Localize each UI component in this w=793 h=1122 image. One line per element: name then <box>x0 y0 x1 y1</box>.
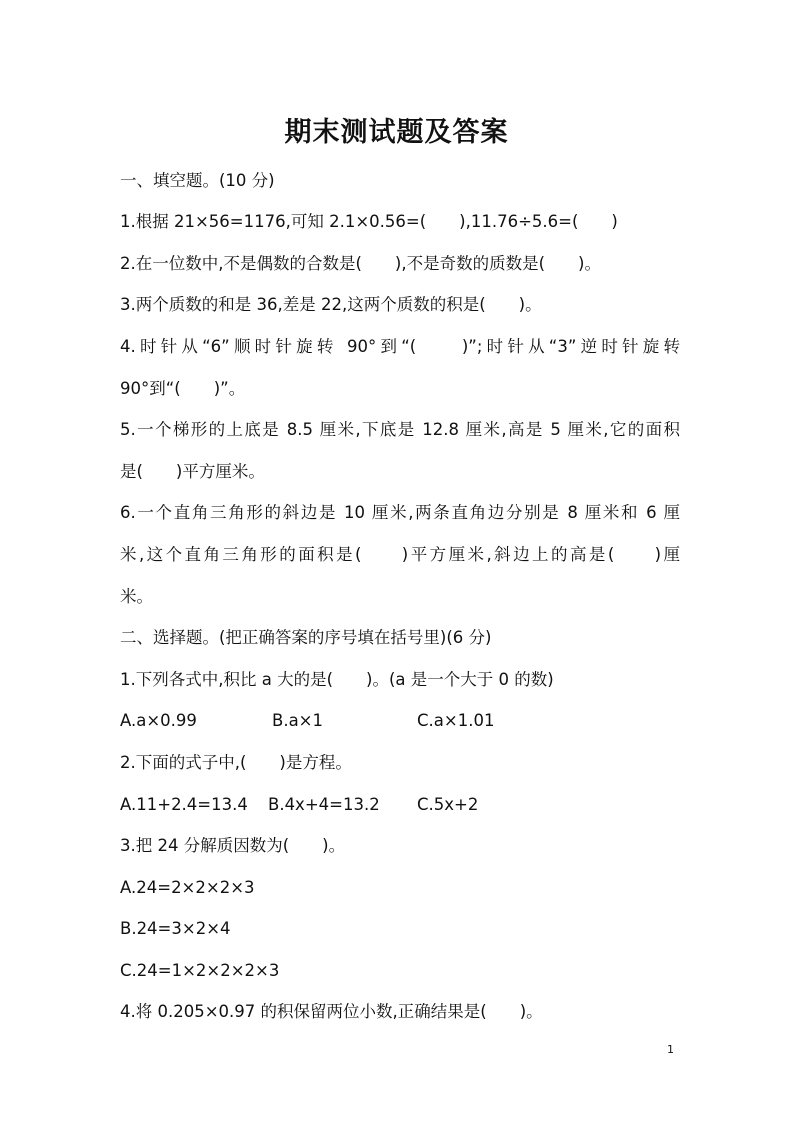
section2-q3-option-c: C.24=1×2×2×2×3 <box>120 961 280 980</box>
section1-question-6-line3: 米。 <box>120 587 153 606</box>
section1-question-1: 1.根据 21×56=1176,可知 2.1×0.56=( ),11.76÷5.6=( ) <box>120 212 618 231</box>
section2-q2-option-c: C.5x+2 <box>417 795 479 814</box>
section2-question-1: 1.下列各式中,积比 a 大的是( )。(a 是一个大于 0 的数) <box>120 670 554 689</box>
page-number: 1 <box>667 1043 674 1056</box>
section1-question-4-line2: 90°到“( )”。 <box>120 379 246 398</box>
section2-heading: 二、选择题。(把正确答案的序号填在括号里)(6 分) <box>120 628 492 647</box>
section2-q2-option-a: A.11+2.4=13.4 <box>120 795 248 814</box>
section1-question-6-line2: 米,这个直角三角形的面积是( )平方厘米,斜边上的高是( )厘 <box>120 545 680 564</box>
section1-question-3: 3.两个质数的和是 36,差是 22,这两个质数的积是( )。 <box>120 295 542 314</box>
section1-question-5-line2: 是( )平方厘米。 <box>120 462 265 481</box>
section2-q3-option-b: B.24=3×2×4 <box>120 919 231 938</box>
section2-q3-option-a: A.24=2×2×2×3 <box>120 878 255 897</box>
section1-question-2: 2.在一位数中,不是偶数的合数是( ),不是奇数的质数是( )。 <box>120 254 601 273</box>
section2-question-4: 4.将 0.205×0.97 的积保留两位小数,正确结果是( )。 <box>120 1002 543 1021</box>
section2-question-3: 3.把 24 分解质因数为( )。 <box>120 836 346 855</box>
section2-q1-option-b: B.a×1 <box>272 711 323 730</box>
section1-question-6-line1: 6.一个直角三角形的斜边是 10 厘米,两条直角边分别是 8 厘米和 6 厘 <box>120 503 680 522</box>
page-title: 期末测试题及答案 <box>284 117 509 148</box>
section2-q1-option-c: C.a×1.01 <box>417 711 495 730</box>
section1-question-4-line1: 4.时针从“6”顺时针旋转 90°到“( )”;时针从“3”逆时针旋转 <box>120 337 680 356</box>
section1-question-5-line1: 5.一个梯形的上底是 8.5 厘米,下底是 12.8 厘米,高是 5 厘米,它的面积 <box>120 420 680 439</box>
section2-q1-option-a: A.a×0.99 <box>120 711 197 730</box>
section2-question-2: 2.下面的式子中,( )是方程。 <box>120 753 352 772</box>
section2-q2-option-b: B.4x+4=13.2 <box>268 795 380 814</box>
section1-heading: 一、填空题。(10 分) <box>120 171 275 190</box>
